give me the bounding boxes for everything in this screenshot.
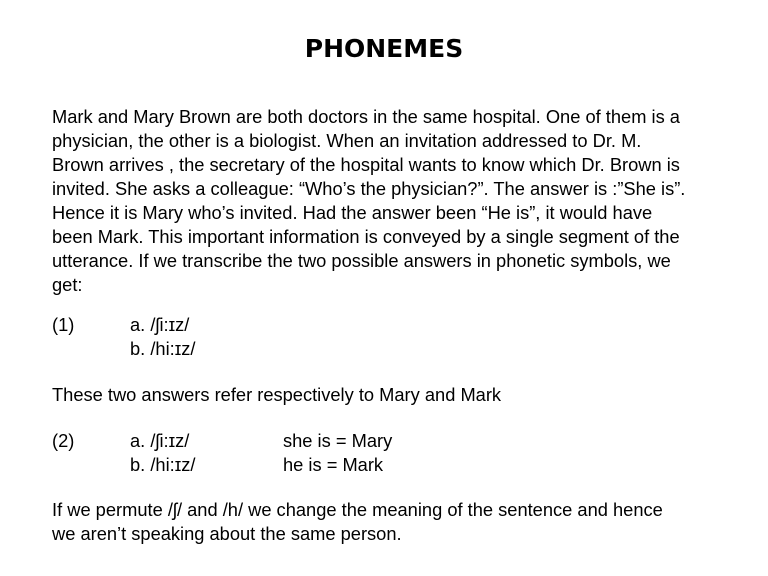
paragraph-line: physician, the other is a biologist. When an invitation addressed to Dr. M. bbox=[52, 130, 642, 151]
gloss-b: he is = Mark bbox=[283, 454, 384, 475]
paragraph-line: get: bbox=[52, 274, 83, 295]
paragraph-line: invited. She asks a colleague: “Who’s the physician?”. The answer is :”She is”. bbox=[52, 178, 686, 199]
paragraph-line: Mark and Mary Brown are both doctors in the same hospital. One of them is a bbox=[52, 106, 680, 127]
paragraph-line: been Mark. This important information is conveyed by a single segment of the bbox=[52, 226, 680, 247]
transcription-a: a. /ʃi:ɪz/ bbox=[130, 430, 190, 451]
transcription-a: a. /ʃi:ɪz/ bbox=[130, 314, 190, 335]
slide-title: PHONEMES bbox=[304, 34, 464, 63]
transcription-b: b. /hi:ɪz/ bbox=[130, 454, 196, 475]
middle-sentence: These two answers refer respectively to Mary and Mark bbox=[52, 384, 502, 405]
example-number: (1) bbox=[52, 314, 75, 335]
paragraph-line: Hence it is Mary who’s invited. Had the answer been “He is”, it would have bbox=[52, 202, 653, 223]
conclusion-line: If we permute /ʃ/ and /h/ we change the meaning of the sentence and hence bbox=[52, 499, 663, 520]
paragraph-line: Brown arrives , the secretary of the hospital wants to know which Dr. Brown is bbox=[52, 154, 680, 175]
example-number: (2) bbox=[52, 430, 75, 451]
gloss-a: she is = Mary bbox=[283, 430, 393, 451]
paragraph-line: utterance. If we transcribe the two possible answers in phonetic symbols, we bbox=[52, 250, 671, 271]
transcription-b: b. /hi:ɪz/ bbox=[130, 338, 196, 359]
conclusion-line: we aren’t speaking about the same person. bbox=[52, 523, 402, 544]
